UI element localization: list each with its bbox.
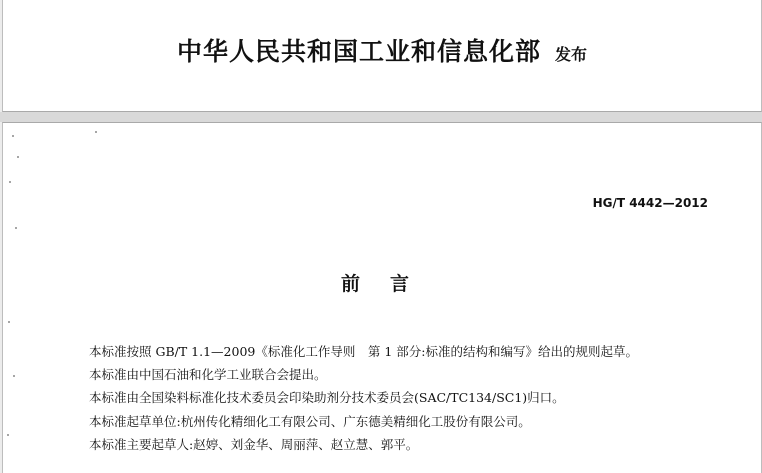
scan-speck — [95, 131, 97, 133]
scan-speck — [17, 156, 19, 158]
foreword-body — [89, 340, 638, 456]
foreword-line: 本标准起草单位:杭州传化精细化工有限公司、广东德美精细化工股份有限公司。 — [89, 413, 531, 429]
scan-speck — [12, 135, 14, 137]
issue-label: 发布 — [555, 45, 588, 64]
foreword-line: 本标准由中国石油和化学工业联合会提出。 — [89, 367, 327, 383]
issuing-authority: 中华人民共和国工业和信息化部 — [176, 37, 541, 66]
scan-speck — [8, 321, 10, 323]
issuer-line — [3, 32, 761, 68]
scan-speck — [7, 434, 9, 436]
foreword-line: 本标准主要起草人:赵婷、刘金华、周丽萍、赵立慧、郭平。 — [89, 436, 419, 452]
scan-speck — [15, 227, 17, 229]
scan-speck — [9, 181, 11, 183]
standard-number: HG/T 4442—2012 — [592, 196, 708, 210]
foreword-line: 本标准按照 GB/T 1.1—2009《标准化工作导则 第 1 部分:标准的结构和编写》给出的规则起草。 — [89, 344, 638, 359]
foreword-page — [2, 122, 762, 473]
page-divider — [0, 112, 762, 122]
foreword-title: 前言 — [341, 273, 440, 295]
cover-page-bottom — [2, 0, 762, 112]
scan-speck — [13, 375, 15, 377]
foreword-line: 本标准由全国染料标准化技术委员会印染助剂分技术委员会(SAC/TC134/SC1)归口。 — [89, 390, 565, 406]
